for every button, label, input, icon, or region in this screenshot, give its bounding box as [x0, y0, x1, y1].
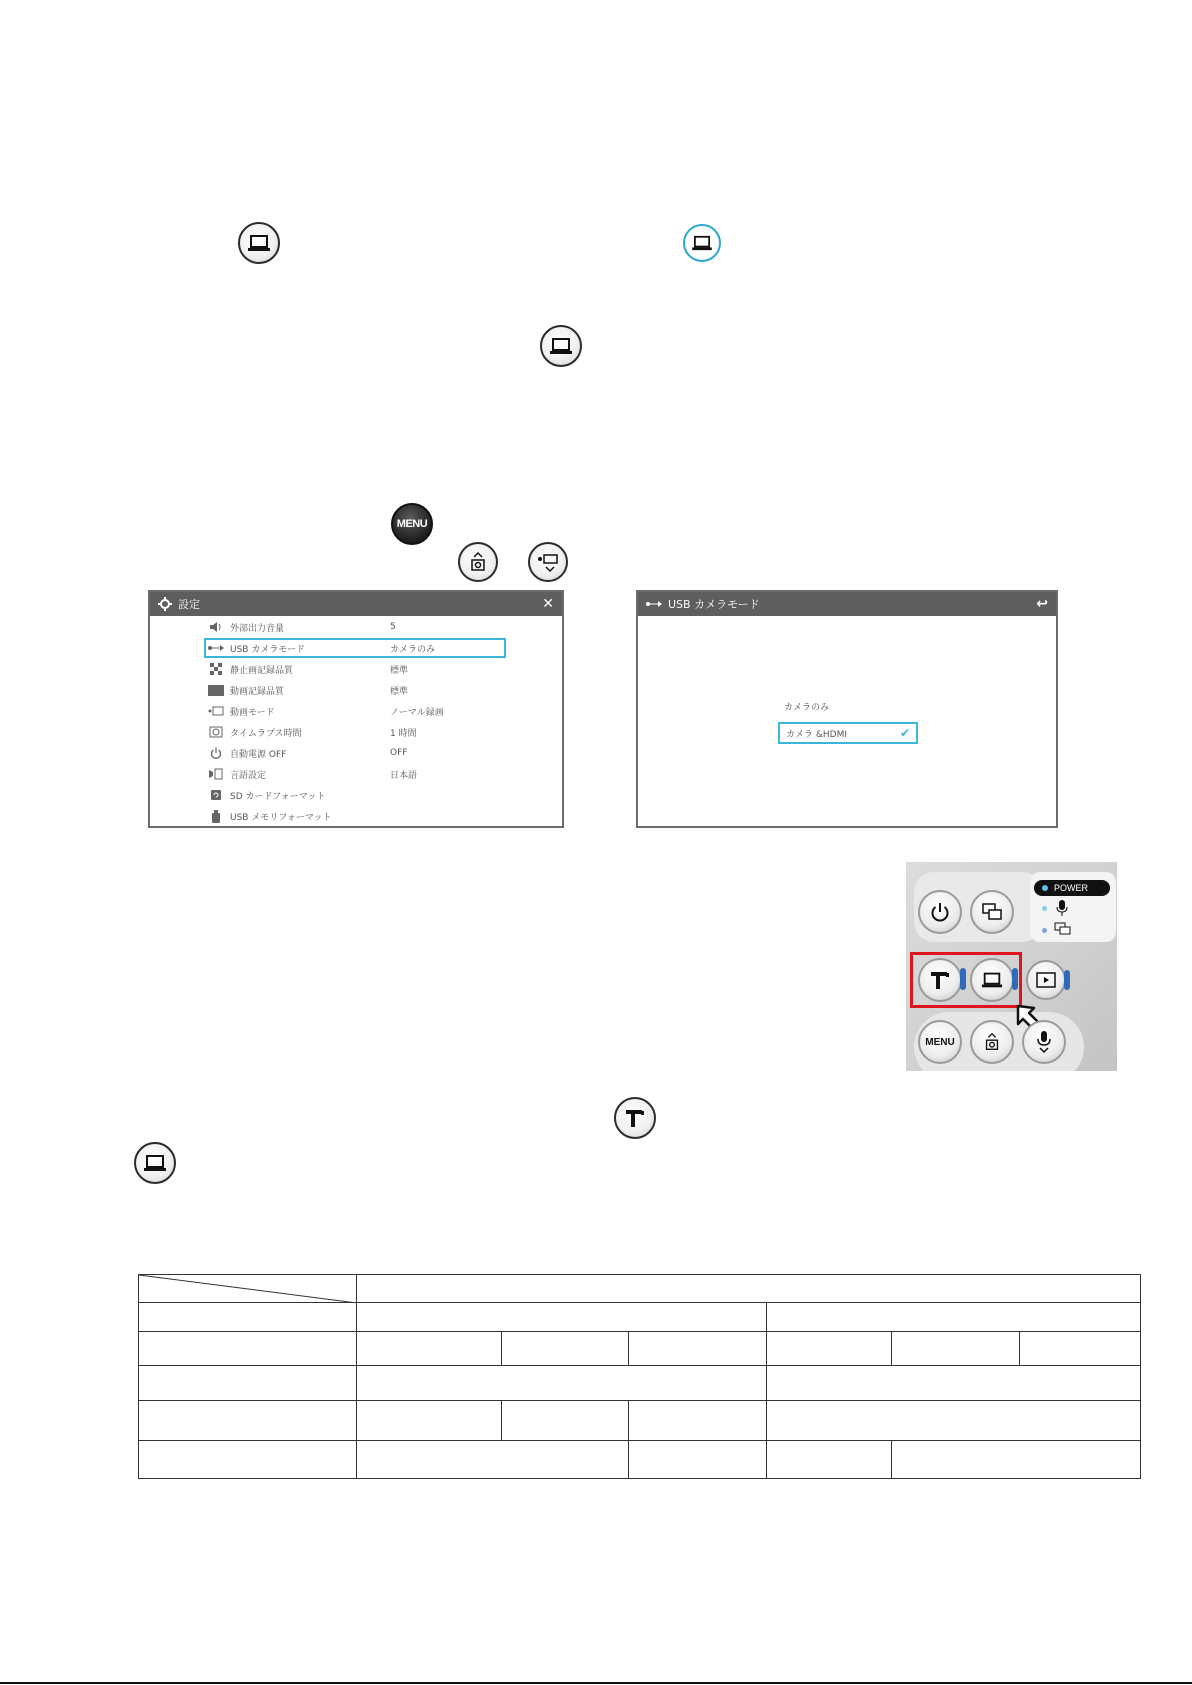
menu-item-label: 自動電源 OFF — [230, 749, 287, 760]
check-icon: ✔ — [899, 726, 910, 740]
mic-led — [1042, 906, 1047, 911]
table-cell — [356, 1401, 501, 1441]
mic-icon — [1056, 900, 1068, 916]
camera-up-icon — [467, 551, 489, 573]
menu-item-value: 1 時間 — [390, 728, 417, 739]
menu-item-value: カメラのみ — [390, 644, 436, 655]
camera-arm-icon — [624, 1108, 646, 1128]
menu-item-label: USB カメラモード — [230, 644, 305, 655]
panel-playback-button[interactable] — [1026, 960, 1066, 1000]
laptop-icon — [549, 337, 573, 355]
pc-mode-button-2[interactable] — [540, 325, 582, 367]
laptop-icon — [981, 971, 1003, 989]
menu-item-value: 標準 — [390, 686, 409, 697]
menu-item-label: USB メモリフォーマット — [230, 812, 332, 823]
usb-icon — [208, 642, 224, 654]
table-cell — [501, 1401, 629, 1441]
corner-header-cell — [139, 1275, 357, 1303]
menu-item-usb-memory-format[interactable] — [208, 807, 508, 825]
speaker-icon — [208, 621, 224, 633]
menu-item-video-quality[interactable] — [208, 681, 508, 699]
usb-mode-title-bar — [638, 592, 1056, 616]
menu-item-label: 言語設定 — [230, 770, 267, 781]
menu-item-label: 外部出力音量 — [230, 623, 285, 634]
panel-menu-label: MENU — [925, 1036, 955, 1048]
menu-button-label: MENU — [396, 518, 428, 530]
table-cell — [629, 1441, 767, 1479]
menu-item-timelapse[interactable] — [208, 723, 508, 741]
laptop-icon — [691, 235, 713, 251]
display-switch-icon — [981, 902, 1003, 922]
power-icon — [208, 747, 224, 759]
panel-camera-mode-button[interactable] — [918, 958, 962, 1002]
menu-item-label: 静止画記録品質 — [230, 665, 294, 676]
settings-title: 設定 — [178, 598, 200, 611]
table-cell — [139, 1332, 357, 1366]
option-camera-only[interactable]: カメラのみ — [784, 703, 830, 713]
usb-memory-icon — [208, 810, 224, 822]
power-label: POWER — [1054, 883, 1089, 893]
up-capture-button[interactable] — [458, 542, 498, 582]
menu-item-value: 5 — [390, 622, 396, 632]
table-cell — [356, 1303, 767, 1332]
table-cell — [356, 1441, 629, 1479]
laptop-icon — [247, 234, 271, 252]
panel-display-switch-button[interactable] — [970, 890, 1014, 934]
menu-item-video-mode[interactable] — [208, 702, 508, 720]
table-cell — [767, 1401, 1141, 1441]
menu-item-image-quality[interactable] — [208, 660, 508, 678]
down-record-button[interactable] — [528, 542, 568, 582]
panel-capture-button[interactable] — [970, 1020, 1014, 1064]
table-cell — [767, 1332, 892, 1366]
menu-item-language[interactable] — [208, 765, 508, 783]
pc-mode-led — [1012, 968, 1018, 990]
table-cell — [767, 1366, 1141, 1401]
camera-up-icon — [982, 1031, 1002, 1053]
table-cell — [356, 1332, 501, 1366]
table-cell — [356, 1275, 1140, 1303]
page-footer-rule — [0, 1682, 1192, 1684]
control-panel-photo — [906, 862, 1117, 1071]
panel-mic-button[interactable] — [1022, 1020, 1066, 1064]
camera-mode-button[interactable] — [614, 1097, 656, 1139]
menu-item-sd-format[interactable] — [208, 786, 508, 804]
table-cell — [767, 1441, 892, 1479]
menu-item-usb-camera-mode[interactable] — [204, 638, 506, 658]
menu-item-label: SD カードフォーマット — [230, 791, 326, 802]
table-cell — [139, 1441, 357, 1479]
gear-icon — [158, 597, 172, 611]
video-down-icon — [536, 551, 560, 573]
laptop-icon — [143, 1154, 167, 1172]
power-led — [1042, 885, 1048, 891]
pc-mode-button-lit — [683, 224, 721, 262]
camera-mode-led — [960, 968, 966, 990]
table-cell — [629, 1332, 767, 1366]
display-switch-icon — [1054, 922, 1072, 936]
panel-pc-mode-button[interactable] — [970, 958, 1014, 1002]
table-cell — [139, 1303, 357, 1332]
table-cell — [1020, 1332, 1141, 1366]
usb-camera-mode-screen — [636, 590, 1058, 828]
bitrate-icon — [208, 684, 224, 696]
back-icon[interactable]: ↩ — [1036, 596, 1048, 612]
table-cell — [501, 1332, 629, 1366]
table-cell — [139, 1401, 357, 1441]
diagonal-line — [139, 1275, 357, 1303]
settings-title-bar — [150, 592, 562, 616]
language-icon — [208, 768, 224, 780]
menu-item-label: 動画記録品質 — [230, 686, 285, 697]
table-cell — [892, 1332, 1020, 1366]
table-cell — [892, 1441, 1141, 1479]
menu-item-value: OFF — [390, 748, 408, 758]
power-indicator — [1034, 880, 1110, 896]
menu-item-label: タイムラプス時間 — [230, 728, 302, 739]
panel-menu-button[interactable] — [918, 1020, 962, 1064]
playback-led — [1064, 970, 1070, 990]
option-camera-hdmi[interactable] — [778, 722, 918, 744]
usb-mode-title: USB カメラモード — [668, 598, 760, 611]
menu-item-value: ノーマル録画 — [390, 707, 444, 718]
spec-table — [138, 1274, 1141, 1479]
mic-down-icon — [1035, 1030, 1053, 1054]
play-icon — [1036, 972, 1056, 988]
usb-icon — [646, 599, 662, 609]
table-cell — [629, 1401, 767, 1441]
option-label: カメラ &HDMI — [786, 729, 847, 740]
checker-icon — [208, 663, 224, 675]
video-mode-icon — [208, 705, 224, 717]
menu-item-volume[interactable] — [208, 618, 508, 636]
timelapse-icon — [208, 726, 224, 738]
table-cell — [767, 1303, 1141, 1332]
close-icon[interactable]: ✕ — [542, 596, 554, 612]
table-cell — [356, 1366, 767, 1401]
sd-card-icon — [208, 789, 224, 801]
pc-mode-button-3[interactable] — [134, 1142, 176, 1184]
menu-item-label: 動画モード — [230, 707, 275, 718]
menu-item-auto-power-off[interactable] — [208, 744, 508, 762]
menu-item-value: 標準 — [390, 665, 409, 676]
menu-item-value: 日本語 — [390, 770, 418, 781]
display-led — [1042, 928, 1047, 933]
settings-screen — [148, 590, 564, 828]
panel-power-button[interactable] — [918, 890, 962, 934]
table-cell — [139, 1366, 357, 1401]
power-icon — [929, 901, 951, 923]
pc-mode-button[interactable] — [238, 222, 280, 264]
camera-arm-icon — [929, 970, 951, 990]
menu-button[interactable] — [391, 503, 433, 545]
